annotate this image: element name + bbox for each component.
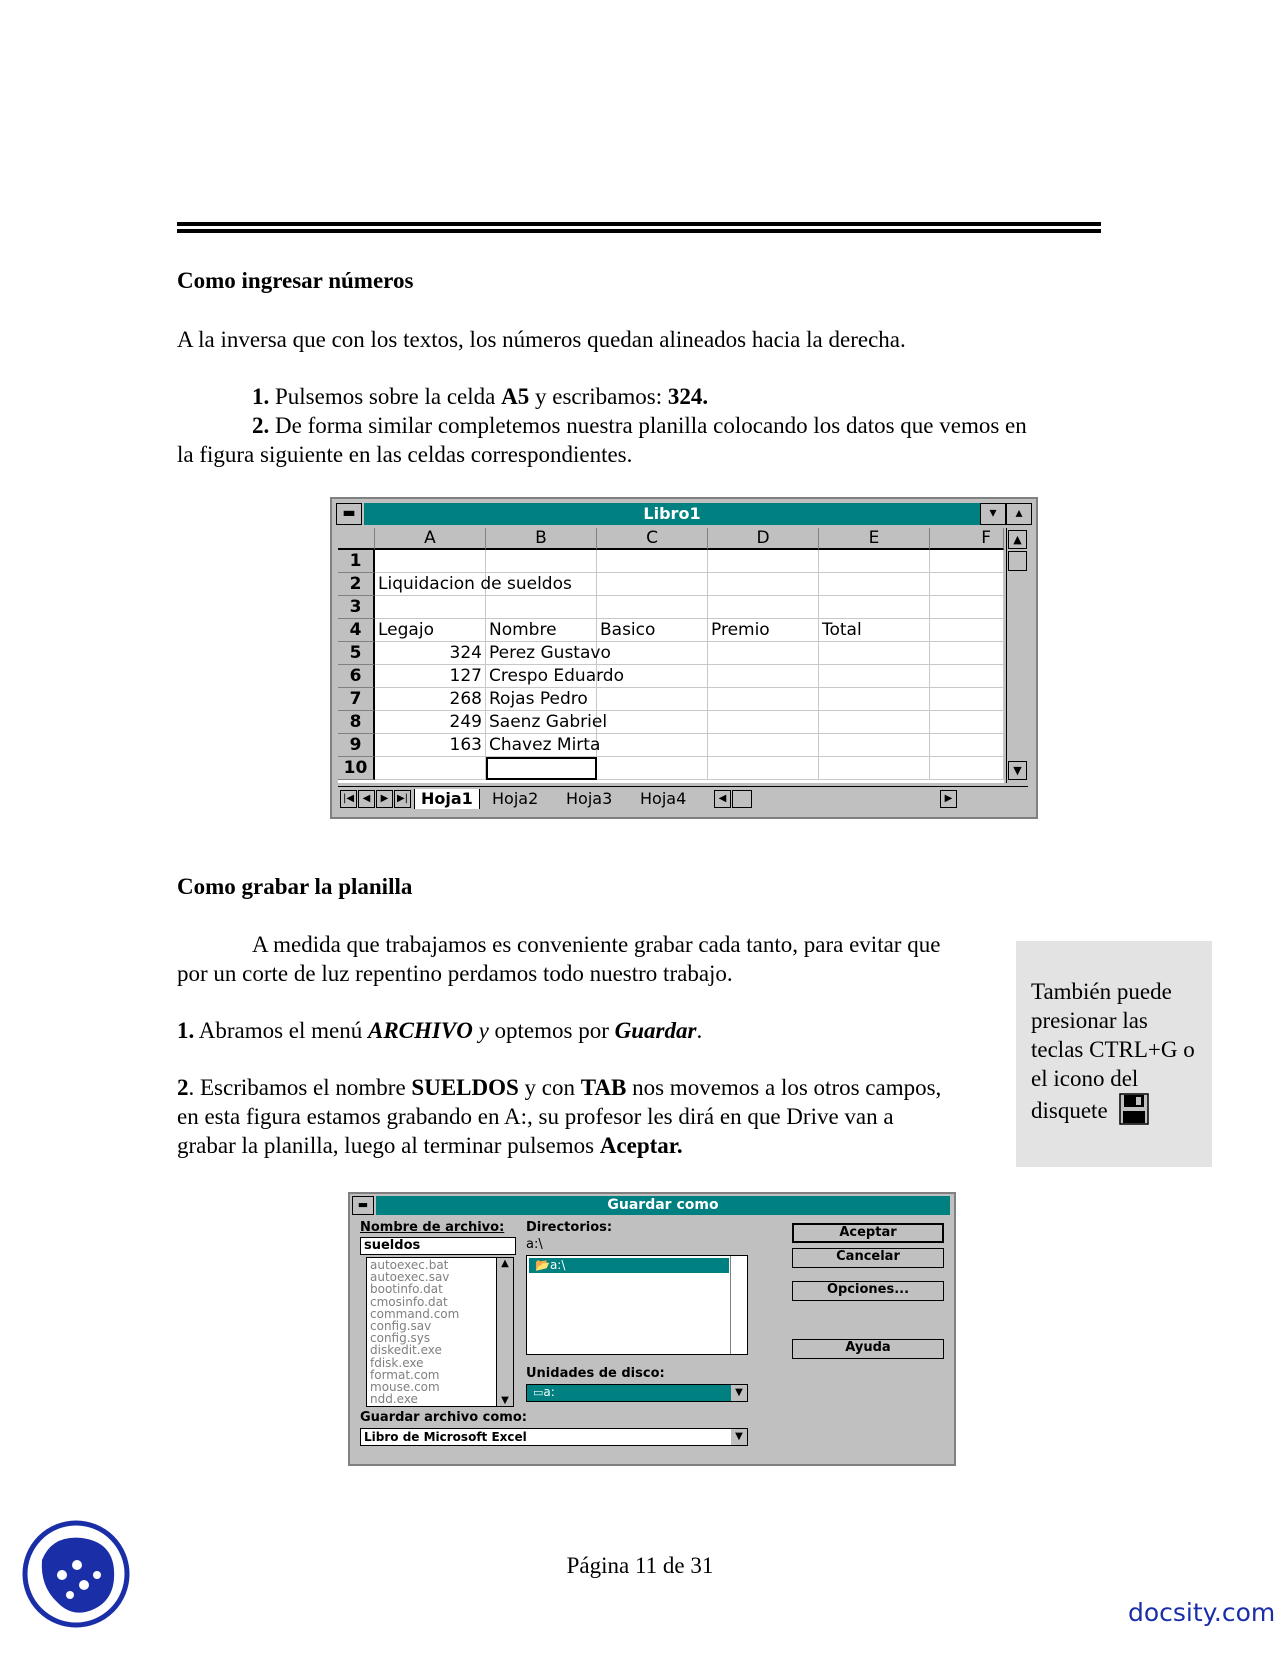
hscroll-left-arrow-icon[interactable]: ◀ xyxy=(714,790,731,808)
cell[interactable]: Basico xyxy=(597,619,708,642)
next-sheet-icon[interactable]: ▶ xyxy=(376,790,393,808)
cell[interactable] xyxy=(930,711,1004,734)
cell[interactable]: Rojas Pedro xyxy=(486,688,597,711)
file-list-item[interactable]: autoexec.bat xyxy=(370,1258,449,1272)
file-type-select[interactable] xyxy=(360,1428,748,1446)
key-tab: TAB xyxy=(580,1075,627,1100)
cell[interactable]: 324 xyxy=(375,642,486,665)
sheet-tab-hoja1[interactable]: Hoja1 xyxy=(414,789,480,809)
hscroll-right-arrow-icon[interactable]: ▶ xyxy=(940,790,957,808)
drive-select[interactable] xyxy=(526,1384,748,1402)
heading-grabar-planilla: Como grabar la planilla xyxy=(177,874,413,899)
dialog-title-bar: Guardar como xyxy=(376,1196,950,1215)
dialog-system-menu[interactable]: ▬ xyxy=(352,1196,374,1215)
cell[interactable] xyxy=(930,688,1004,711)
select-all-corner[interactable] xyxy=(338,528,375,550)
row-header[interactable]: 10 xyxy=(338,757,375,780)
col-header-d[interactable]: D xyxy=(708,528,819,550)
row-header[interactable]: 9 xyxy=(338,734,375,757)
cell[interactable] xyxy=(486,596,597,619)
cell[interactable] xyxy=(819,665,930,688)
cell[interactable] xyxy=(375,757,486,780)
row-header[interactable]: 4 xyxy=(338,619,375,642)
cell[interactable] xyxy=(708,665,819,688)
cell[interactable] xyxy=(930,642,1004,665)
cancel-button[interactable]: Cancelar xyxy=(792,1248,944,1268)
file-list-item[interactable]: config.sys xyxy=(370,1331,431,1346)
file-list-item[interactable]: bootinfo.dat xyxy=(370,1282,443,1297)
cell[interactable] xyxy=(597,711,708,734)
row-header[interactable]: 7 xyxy=(338,688,375,711)
cell[interactable]: Legajo xyxy=(375,619,486,642)
file-list-item[interactable]: cmosinfo.dat xyxy=(370,1294,448,1309)
cell[interactable] xyxy=(819,596,930,619)
drive-icon: ▭ xyxy=(533,1386,544,1399)
cell[interactable] xyxy=(819,573,930,596)
spreadsheet-grid xyxy=(338,528,1004,783)
step-2-text: De forma similar completemos nuestra planilla colocando los datos que vemos en xyxy=(269,413,1027,438)
cell[interactable]: Perez Gustavo xyxy=(486,642,597,665)
save-step-2-accept: Aceptar. xyxy=(599,1133,683,1158)
file-list-scrollbar[interactable] xyxy=(496,1258,513,1406)
maximize-button[interactable]: ▴ xyxy=(1006,503,1032,525)
cell[interactable] xyxy=(708,734,819,757)
first-sheet-icon[interactable]: |◀ xyxy=(340,790,357,808)
options-button[interactable]: Opciones... xyxy=(792,1281,944,1301)
cell[interactable] xyxy=(930,619,1004,642)
file-list-item[interactable]: command.com xyxy=(370,1306,460,1321)
menu-archivo: ARCHIVO xyxy=(368,1018,473,1043)
docsity-watermark[interactable]: docsity.com xyxy=(1128,1598,1276,1627)
file-list-item[interactable]: diskedit.exe xyxy=(370,1343,442,1358)
docsity-logo-icon xyxy=(22,1520,130,1628)
cell[interactable] xyxy=(375,596,486,619)
drives-label: Unidades de disco: xyxy=(526,1366,665,1381)
cell[interactable]: 249 xyxy=(375,711,486,734)
sheet-tab-bar xyxy=(338,786,1028,812)
system-menu-button[interactable]: ▬ xyxy=(336,503,362,525)
file-type-label: Guardar archivo como: xyxy=(360,1410,527,1425)
cell[interactable] xyxy=(930,573,1004,596)
paragraph-1-line2: por un corte de luz repentino perdamos todo nuestro trabajo. xyxy=(177,961,733,986)
save-step-2-text-c: nos movemos a los otros campos, xyxy=(626,1075,942,1100)
cell[interactable] xyxy=(819,642,930,665)
directory-list[interactable] xyxy=(526,1255,748,1355)
step-2 xyxy=(252,411,1027,440)
save-step-2-line3-text: grabar la planilla, luego al terminar pulsemos xyxy=(177,1133,600,1158)
option-guardar: Guardar xyxy=(614,1018,697,1043)
step-2-line2: la figura siguiente en las celdas correspondientes. xyxy=(177,442,633,467)
floppy-disk-icon xyxy=(1119,1093,1149,1132)
heading-ingresar-numeros: Como ingresar números xyxy=(177,268,414,293)
file-list-item[interactable]: config.sav xyxy=(370,1319,432,1334)
save-step-2-num: 2 xyxy=(177,1075,189,1100)
excel-title-bar: Libro1 xyxy=(364,503,980,525)
file-list-item[interactable]: fdisk.exe xyxy=(370,1355,424,1370)
cell[interactable] xyxy=(930,757,1004,780)
save-step-2-text-a: . Escribamos el nombre xyxy=(188,1075,412,1100)
step-1 xyxy=(252,382,708,411)
cell[interactable]: 268 xyxy=(375,688,486,711)
directories-label: Directorios: xyxy=(526,1220,613,1235)
row-header[interactable]: 1 xyxy=(338,550,375,573)
cell[interactable]: Chavez Mirta xyxy=(486,734,597,757)
cell[interactable] xyxy=(597,757,708,780)
cell[interactable] xyxy=(930,550,1004,573)
save-step-2-line3 xyxy=(177,1131,683,1160)
cell[interactable] xyxy=(708,711,819,734)
tip-box xyxy=(1016,941,1212,1167)
last-sheet-icon[interactable]: ▶| xyxy=(394,790,411,808)
prev-sheet-icon[interactable]: ◀ xyxy=(358,790,375,808)
save-step-2-text-b: y con xyxy=(518,1075,581,1100)
cell[interactable]: Liquidacion de sueldos xyxy=(375,573,486,596)
sheet-tab-hoja2[interactable]: Hoja2 xyxy=(492,789,539,808)
vertical-scrollbar[interactable] xyxy=(1006,528,1029,783)
tip-text-content: También puede presionar las teclas CTRL+G o el icono del disquete xyxy=(1031,979,1195,1123)
scroll-up-arrow-icon[interactable]: ▲ xyxy=(1008,530,1027,549)
cell[interactable] xyxy=(597,573,708,596)
cell[interactable] xyxy=(708,642,819,665)
file-list[interactable] xyxy=(366,1257,514,1407)
cell[interactable] xyxy=(708,573,819,596)
col-header-b[interactable]: B xyxy=(486,528,597,550)
page-number: Página 11 de 31 xyxy=(566,1553,714,1578)
cell[interactable] xyxy=(597,642,708,665)
directory-scrollbar[interactable] xyxy=(730,1256,747,1354)
save-step-1-end: . xyxy=(696,1018,703,1043)
save-step-2 xyxy=(177,1073,941,1102)
col-header-c[interactable]: C xyxy=(597,528,708,550)
scroll-down-arrow-icon[interactable]: ▼ xyxy=(1008,761,1027,780)
cell[interactable]: Crespo Eduardo xyxy=(486,665,597,688)
row-header[interactable]: 2 xyxy=(338,573,375,596)
help-button[interactable]: Ayuda xyxy=(792,1339,944,1359)
cell[interactable] xyxy=(597,596,708,619)
hscroll-thumb[interactable] xyxy=(732,790,752,808)
row-header[interactable]: 3 xyxy=(338,596,375,619)
folder-open-icon: 📂 xyxy=(535,1258,550,1272)
cell[interactable]: Nombre xyxy=(486,619,597,642)
cell[interactable] xyxy=(930,665,1004,688)
filename-input[interactable]: sueldos xyxy=(360,1237,516,1255)
step-1-value: 324. xyxy=(667,384,709,409)
cell[interactable]: 127 xyxy=(375,665,486,688)
save-as-dialog xyxy=(348,1192,956,1466)
cell[interactable] xyxy=(708,757,819,780)
file-list-item[interactable]: format.com xyxy=(370,1367,440,1382)
cell[interactable] xyxy=(597,734,708,757)
row-header[interactable]: 5 xyxy=(338,642,375,665)
tip-text xyxy=(1031,977,1201,1132)
col-header-e[interactable]: E xyxy=(819,528,930,550)
save-step-1-text-b: optemos por xyxy=(488,1018,615,1043)
cell[interactable] xyxy=(819,688,930,711)
scroll-thumb[interactable] xyxy=(1008,551,1027,571)
intro-paragraph: A la inversa que con los textos, los números quedan alineados hacia la derecha. xyxy=(177,327,906,352)
step-1-text-b: y escribamos: xyxy=(529,384,668,409)
step-2-num: 2. xyxy=(252,413,270,438)
file-type-dropdown-arrow-icon[interactable]: ▼ xyxy=(731,1429,747,1445)
excel-window xyxy=(330,497,1038,819)
file-list-item[interactable]: mouse.com xyxy=(370,1380,440,1395)
drive-value: a: xyxy=(543,1385,555,1399)
name-sueldos: SUELDOS xyxy=(411,1075,519,1100)
directory-item-a[interactable] xyxy=(529,1258,729,1273)
file-list-up-arrow-icon[interactable]: ▲ xyxy=(501,1258,509,1269)
cell[interactable] xyxy=(819,711,930,734)
save-step-1-text-a: Abramos el menú xyxy=(194,1018,368,1043)
sheet-tab-hoja3[interactable]: Hoja3 xyxy=(566,789,613,808)
save-step-1-num: 1. xyxy=(177,1018,195,1043)
drive-dropdown-arrow-icon[interactable]: ▼ xyxy=(731,1385,747,1401)
cell[interactable] xyxy=(708,596,819,619)
file-list-item[interactable]: autoexec.sav xyxy=(370,1270,450,1285)
cell[interactable] xyxy=(708,688,819,711)
cell[interactable] xyxy=(930,734,1004,757)
cell[interactable]: Total xyxy=(819,619,930,642)
top-rule xyxy=(177,222,1101,226)
step-1-cell: A5 xyxy=(501,384,530,409)
save-step-2-line2: en esta figura estamos grabando en A:, su profesor les dirá en que Drive van a xyxy=(177,1104,894,1129)
cell[interactable] xyxy=(930,596,1004,619)
cell[interactable] xyxy=(819,550,930,573)
accept-button[interactable]: Aceptar xyxy=(792,1223,944,1243)
minimize-button[interactable]: ▾ xyxy=(980,503,1006,525)
col-header-f[interactable]: F xyxy=(930,528,1004,550)
cell[interactable] xyxy=(375,550,486,573)
cell[interactable] xyxy=(597,550,708,573)
save-step-1 xyxy=(177,1016,702,1045)
cell[interactable] xyxy=(597,688,708,711)
cell[interactable]: Premio xyxy=(708,619,819,642)
sheet-tab-hoja4[interactable]: Hoja4 xyxy=(640,789,687,808)
file-list-down-arrow-icon[interactable]: ▼ xyxy=(501,1395,509,1406)
cell[interactable]: Saenz Gabriel xyxy=(486,711,597,734)
cell[interactable] xyxy=(708,550,819,573)
filename-label: Nombre de archivo: xyxy=(360,1220,505,1235)
row-header[interactable]: 8 xyxy=(338,711,375,734)
step-1-num: 1. xyxy=(252,384,270,409)
cell[interactable] xyxy=(819,757,930,780)
current-directory: a:\ xyxy=(526,1237,543,1252)
cell[interactable] xyxy=(819,734,930,757)
file-type-value: Libro de Microsoft Excel xyxy=(364,1430,527,1444)
paragraph-1-line1: A medida que trabajamos es conveniente grabar cada tanto, para evitar que xyxy=(252,932,941,957)
active-cell[interactable] xyxy=(486,757,597,780)
top-rule-2 xyxy=(177,229,1101,233)
file-list-item[interactable]: ndd.exe xyxy=(370,1392,418,1407)
step-1-text-a: Pulsemos sobre la celda xyxy=(269,384,502,409)
cell[interactable]: 163 xyxy=(375,734,486,757)
cell[interactable] xyxy=(486,550,597,573)
save-step-1-y: y xyxy=(472,1018,489,1043)
row-header[interactable]: 6 xyxy=(338,665,375,688)
directory-item-label: a:\ xyxy=(549,1258,566,1272)
col-header-a[interactable]: A xyxy=(375,528,486,550)
